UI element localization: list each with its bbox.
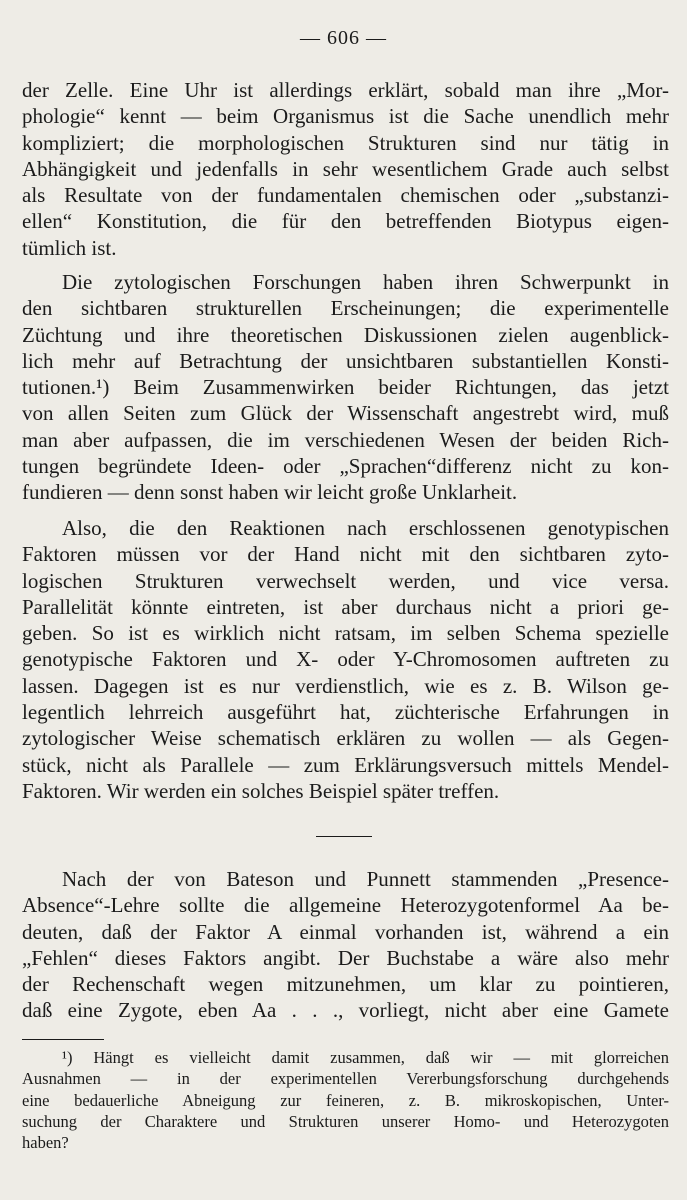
paragraph-1 xyxy=(22,77,669,261)
footnote-text xyxy=(22,1047,669,1153)
text-line: Absence“-Lehre sollte die allgemeine Heterozygotenformel Aa be- xyxy=(22,893,669,918)
text-line: kompliziert; die morphologischen Strukturen sind nur tätig in xyxy=(22,130,669,155)
text-line: genotypische Faktoren und X- oder Y-Chromosomen auftreten zu xyxy=(22,647,669,672)
text-line: fundieren — denn sonst haben wir leicht große Unklarheit. xyxy=(22,480,518,505)
paragraph-4 xyxy=(22,866,669,1024)
text-line: daß eine Zygote, eben Aa . . ., vorliegt, nicht aber eine Gamete xyxy=(22,998,669,1023)
text-line: ellen“ Konstitution, die für den betreffenden Biotypus eigen- xyxy=(22,209,669,234)
text-line: der Rechenschaft wegen mitzunehmen, um klar zu pointieren, xyxy=(22,972,669,997)
text-line: deuten, daß der Faktor A einmal vorhanden ist, während a ein xyxy=(22,919,669,944)
text-line: lich mehr auf Betrachtung der unsichtbaren substantiellen Konsti- xyxy=(22,348,669,373)
text-line: Faktoren. Wir werden ein solches Beispiel später treffen. xyxy=(22,778,500,803)
text-line: phologie“ kennt — beim Organismus ist die Sache unendlich mehr xyxy=(22,104,669,129)
text-line: tutionen.¹) Beim Zusammenwirken beider Richtungen, das jetzt xyxy=(22,375,669,400)
paragraph-4-text xyxy=(22,866,669,1024)
footnote-line: Ausnahmen — in der experimentellen Vererbungsforschung durchgehends xyxy=(22,1069,669,1089)
text-line: Die zytologischen Forschungen haben ihren Schwerpunkt in xyxy=(62,270,669,294)
paragraph-1-text xyxy=(22,77,669,261)
text-line: geben. So ist es wirklich nicht ratsam, im selben Schema spezielle xyxy=(22,621,669,646)
footnote-divider xyxy=(22,1039,104,1040)
paragraph-3-text xyxy=(22,515,669,804)
text-line: Also, die den Reaktionen nach erschlossenen genotypischen xyxy=(62,516,669,540)
text-line: Faktoren müssen vor der Hand nicht mit den sichtbaren zyto- xyxy=(22,542,669,567)
footnote-line: eine bedauerliche Abneigung zur feineren, z. B. mikroskopischen, Unter- xyxy=(22,1090,669,1110)
text-line: legentlich lehrreich ausgeführt hat, züchterische Erfahrungen in xyxy=(22,700,669,725)
text-line: stück, nicht als Parallele — zum Erklärungsversuch mittels Mendel- xyxy=(22,752,669,777)
footnote-line: haben? xyxy=(22,1133,69,1153)
paragraph-2-text xyxy=(22,269,669,506)
text-line: lassen. Dagegen ist es nur verdienstlich, wie es z. B. Wilson ge- xyxy=(22,673,669,698)
text-line: als Resultate von der fundamentalen chemischen oder „substanzi- xyxy=(22,183,669,208)
footnote-line: suchung der Charaktere und Strukturen unserer Homo- und Heterozygoten xyxy=(22,1111,669,1131)
text-line: Züchtung und ihre theoretischen Diskussionen zielen augenblick- xyxy=(22,322,669,347)
text-line: Nach der von Bateson und Punnett stammenden „Presence- xyxy=(62,867,669,891)
text-line: tümlich ist. xyxy=(22,235,117,260)
section-divider xyxy=(316,836,372,837)
text-line: von allen Seiten zum Glück der Wissenschaft angestrebt wird, muß xyxy=(22,401,669,426)
text-line: tungen begründete Ideen- oder „Sprachen“differenz nicht zu kon- xyxy=(22,454,669,479)
text-line: zytologischer Weise schematisch erklären zu wollen — als Gegen- xyxy=(22,726,669,751)
footnote xyxy=(22,1047,669,1153)
text-line: logischen Strukturen verwechselt werden, und vice versa. xyxy=(22,568,669,593)
text-line: Abhängigkeit und jedenfalls in sehr wesentlichem Grade auch selbst xyxy=(22,156,669,181)
text-line: Parallelität könnte eintreten, ist aber durchaus nicht a priori ge- xyxy=(22,594,669,619)
text-line: „Fehlen“ dieses Faktors angibt. Der Buchstabe a wäre also mehr xyxy=(22,945,669,970)
paragraph-2 xyxy=(22,269,669,506)
text-line: man aber aufpassen, die im verschiedenen Wesen der beiden Rich- xyxy=(22,427,669,452)
paragraph-3 xyxy=(22,515,669,804)
footnote-line: ¹) Hängt es vielleicht damit zusammen, daß wir — mit glorreichen xyxy=(62,1048,669,1067)
text-line: der Zelle. Eine Uhr ist allerdings erklärt, sobald man ihre „Mor- xyxy=(22,78,669,102)
text-line: den sichtbaren strukturellen Erscheinungen; die experimentelle xyxy=(22,296,669,321)
page-number: — 606 — xyxy=(300,27,387,49)
